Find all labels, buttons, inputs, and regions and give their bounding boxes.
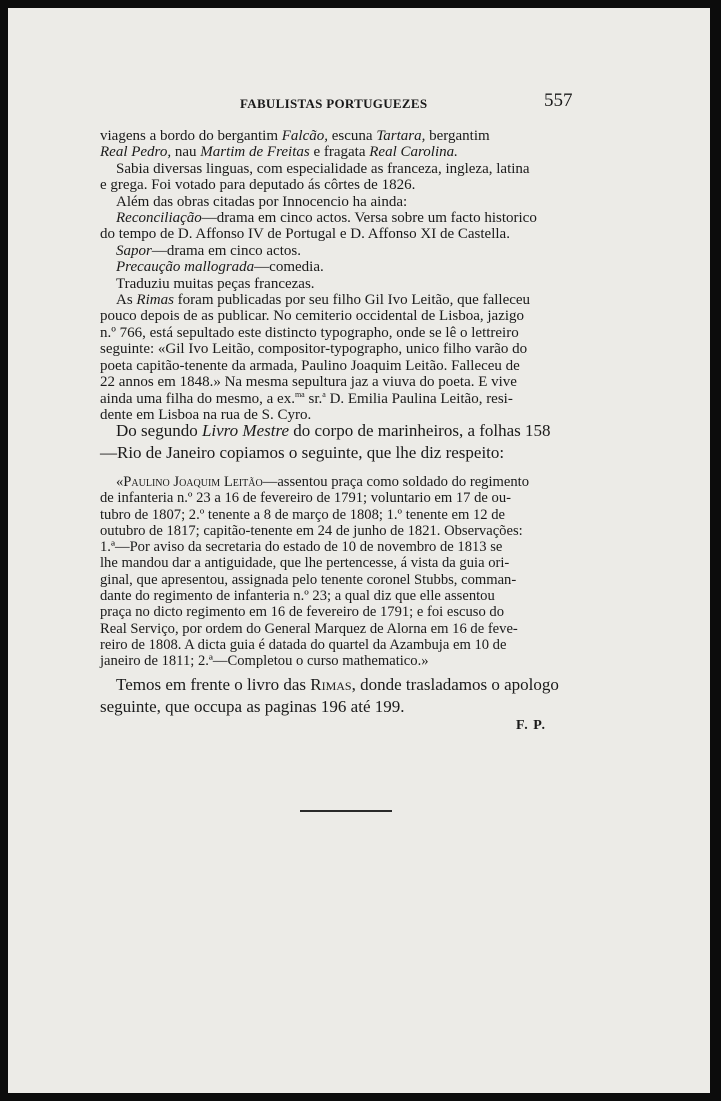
text-line: As Rimas foram publicadas por seu filho Gil Ivo Leitão, que falleceu bbox=[116, 292, 531, 309]
section-divider bbox=[300, 810, 392, 812]
text-line: —Rio de Janeiro copiamos o seguinte, que lhe diz respeito: bbox=[100, 443, 505, 462]
text-line: 1.ª—Por aviso da secretaria do estado de 10 de novembro de 1813 se bbox=[100, 539, 503, 556]
text-line: Reconciliação—drama em cinco actos. Versa sobre um facto historico bbox=[116, 210, 537, 227]
signature-initials: F. P. bbox=[516, 718, 547, 733]
text-line: janeiro de 1811; 2.ª—Completou o curso mathematico.» bbox=[100, 653, 429, 670]
page-number: 557 bbox=[544, 90, 573, 111]
text-line: Do segundo Livro Mestre do corpo de marinheiros, a folhas 158 bbox=[116, 421, 551, 440]
text-line: Além das obras citadas por Innocencio ha ainda: bbox=[116, 193, 408, 210]
text-line: Precaução mallograda—comedia. bbox=[116, 259, 324, 276]
text-line: «Paulino Joaquim Leitão—assentou praça como soldado do regimento bbox=[116, 474, 529, 490]
text-line: ginal, que apresentou, assignada pelo tenente coronel Stubbs, comman- bbox=[100, 571, 517, 588]
text-line: Sapor—drama em cinco actos. bbox=[116, 242, 301, 259]
text-line: tubro de 1807; 2.º tenente a 8 de março de 1808; 1.º tenente em 12 de bbox=[100, 506, 505, 523]
text-line: do tempo de D. Affonso IV de Portugal e D. Affonso XI de Castella. bbox=[100, 226, 510, 243]
running-head-title: FABULISTAS PORTUGUEZES bbox=[240, 96, 428, 111]
text-line: Temos em frente o livro das Rimas, donde trasladamos o apologo bbox=[116, 675, 559, 694]
text-line: dante do regimento de infanteria n.º 23; a qual diz que elle assentou bbox=[100, 588, 495, 605]
text-line: e grega. Foi votado para deputado ás côrtes de 1826. bbox=[100, 177, 416, 194]
text-line: Sabia diversas linguas, com especialidade as franceza, ingleza, latina bbox=[116, 160, 530, 177]
book-page bbox=[8, 8, 710, 1093]
text-line: praça no dicto regimento em 16 de fevereiro de 1791; e foi escuso do bbox=[100, 604, 505, 621]
text-line: seguinte, que occupa as paginas 196 até 199. bbox=[100, 697, 405, 716]
text-line: seguinte: «Gil Ivo Leitão, compositor-typographo, unico filho varão do bbox=[100, 341, 528, 358]
text-line: pouco depois de as publicar. No cemiterio occidental de Lisboa, jazigo bbox=[100, 308, 525, 325]
quoted-name: «Paulino Joaquim Leitão bbox=[116, 474, 263, 490]
text-line: reiro de 1808. A dicta guia é datada do quartel da Azambuja em 10 de bbox=[100, 636, 507, 653]
text-line: Traduziu muitas peças francezas. bbox=[116, 275, 315, 292]
text-line: lhe mandou dar a antiguidade, que lhe pertencesse, á vista da guia ori- bbox=[100, 555, 510, 572]
text-line: dente em Lisboa na rua de S. Cyro. bbox=[100, 406, 312, 423]
text-line: poeta capitão-tenente da armada, Paulino Joaquim Leitão. Falleceu de bbox=[100, 357, 520, 374]
record-intro-paragraph bbox=[100, 420, 580, 464]
text-line: viagens a bordo do bergantim Falcão, escuna Tartara, bergantim bbox=[100, 128, 490, 144]
text-line: de infanteria n.º 23 a 16 de fevereiro de 1791; voluntario em 17 de ou- bbox=[100, 490, 511, 507]
text-line: ainda uma filha do mesmo, a ex.$^{ma}$ sr.$^a$ D. Emilia Paulina Leitão, resi- bbox=[100, 389, 513, 407]
text-line: outubro de 1817; capitão-tenente em 24 de junho de 1821. Observações: bbox=[100, 522, 523, 539]
service-record-quote bbox=[100, 474, 580, 670]
text-line: n.º 766, está sepultado este distincto typographo, onde se lê o lettreiro bbox=[100, 324, 519, 341]
biography-paragraph bbox=[100, 128, 580, 423]
text-line: Real Serviço, por ordem do General Marquez de Alorna em 16 de feve- bbox=[100, 620, 518, 637]
text-line: Real Pedro, nau Martim de Freitas e fragata Real Carolina. bbox=[100, 144, 458, 161]
closing-paragraph bbox=[100, 674, 580, 718]
text-line: 22 annos em 1848.» Na mesma sepultura jaz a viuva do poeta. E vive bbox=[100, 374, 517, 391]
running-head bbox=[8, 90, 710, 120]
